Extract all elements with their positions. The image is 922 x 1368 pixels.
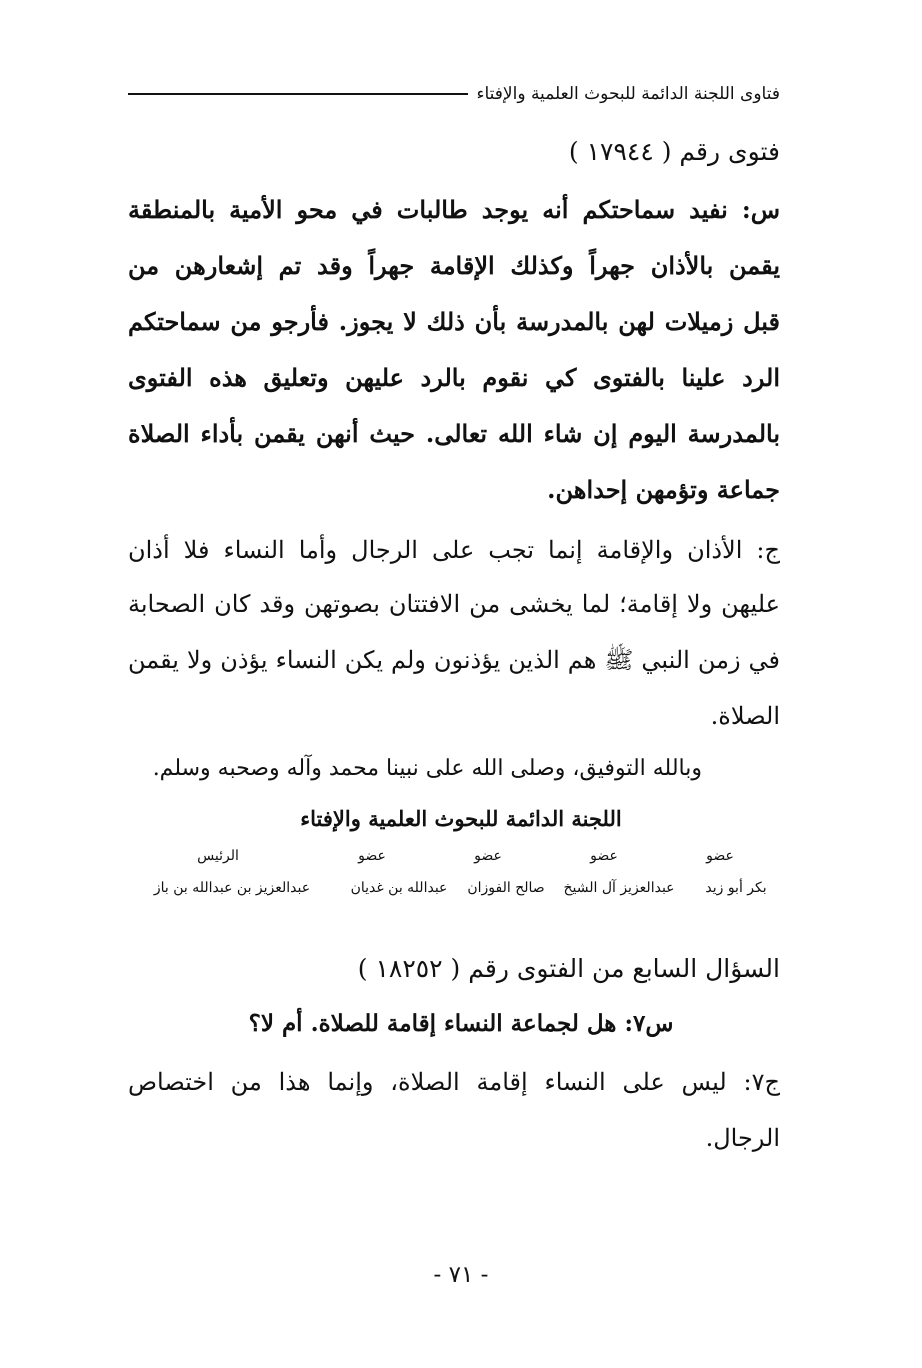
committee-name: اللجنة الدائمة للبحوث العلمية والإفتاء <box>300 806 622 831</box>
signatory-name: عبدالله بن غديان <box>350 880 448 896</box>
answer-line: الصلاة. <box>710 702 780 730</box>
signatory-name: بكر أبو زيد <box>705 880 767 896</box>
signatory-name: صالح الفوزان <box>467 880 545 896</box>
answer-line: ج٧: ليس على النساء إقامة الصلاة، وإنما هذا من اختصاص <box>128 1068 780 1096</box>
signatory-role: عضو <box>474 848 502 864</box>
question-line: جماعة وتؤمهن إحداهن. <box>547 475 780 504</box>
question7-title: السؤال السابع من الفتوى رقم ( ١٨٢٥٢ ) <box>357 954 780 983</box>
signatory-role: الرئيس <box>197 848 239 864</box>
question-line: بالمدرسة اليوم إن شاء الله تعالى. حيث أنهن يقمن بأداء الصلاة <box>128 419 780 448</box>
header-rule <box>128 93 468 95</box>
answer-line: ج: الأذان والإقامة إنما تجب على الرجال وأما النساء فلا أذان <box>128 536 780 564</box>
signatory-role: عضو <box>358 848 386 864</box>
signatory-role: عضو <box>706 848 734 864</box>
question-line: س: نفيد سماحتكم أنه يوجد طالبات في محو الأمية بالمنطقة <box>128 195 780 224</box>
question-line: الرد علينا بالفتوى كي نقوم بالرد عليهن وتعليق هذه الفتوى <box>128 363 780 392</box>
answer-line: في زمن النبي ﷺ هم الذين يؤذنون ولم يكن النساء يؤذن ولا يقمن <box>128 646 780 674</box>
question7-text: س٧: هل لجماعة النساء إقامة للصلاة. أم لا؟ <box>248 1010 674 1037</box>
answer-line: الرجال. <box>705 1124 780 1152</box>
signatory-name: عبدالعزيز بن عبدالله بن باز <box>153 880 311 896</box>
signatory-name: عبدالعزيز آل الشيخ <box>563 880 675 896</box>
running-header-title: فتاوى اللجنة الدائمة للبحوث العلمية والإفتاء <box>476 84 780 104</box>
fatwa-number: فتوى رقم ( ١٧٩٤٤ ) <box>568 137 780 166</box>
question-line: قبل زميلات لهن بالمدرسة بأن ذلك لا يجوز. فأرجو من سماحتكم <box>128 307 780 336</box>
signatory-role: عضو <box>590 848 618 864</box>
answer-line: عليهن ولا إقامة؛ لما يخشى من الافتتان بصوتهن وقد كان الصحابة <box>128 590 780 618</box>
page-number: - ٧١ - <box>433 1262 489 1288</box>
running-header <box>128 84 780 104</box>
closing-phrase: وبالله التوفيق، وصلى الله على نبينا محمد وآله وصحبه وسلم. <box>152 756 702 781</box>
question-line: يقمن بالأذان جهراً وكذلك الإقامة جهراً وقد تم إشعارهن من <box>128 251 780 280</box>
